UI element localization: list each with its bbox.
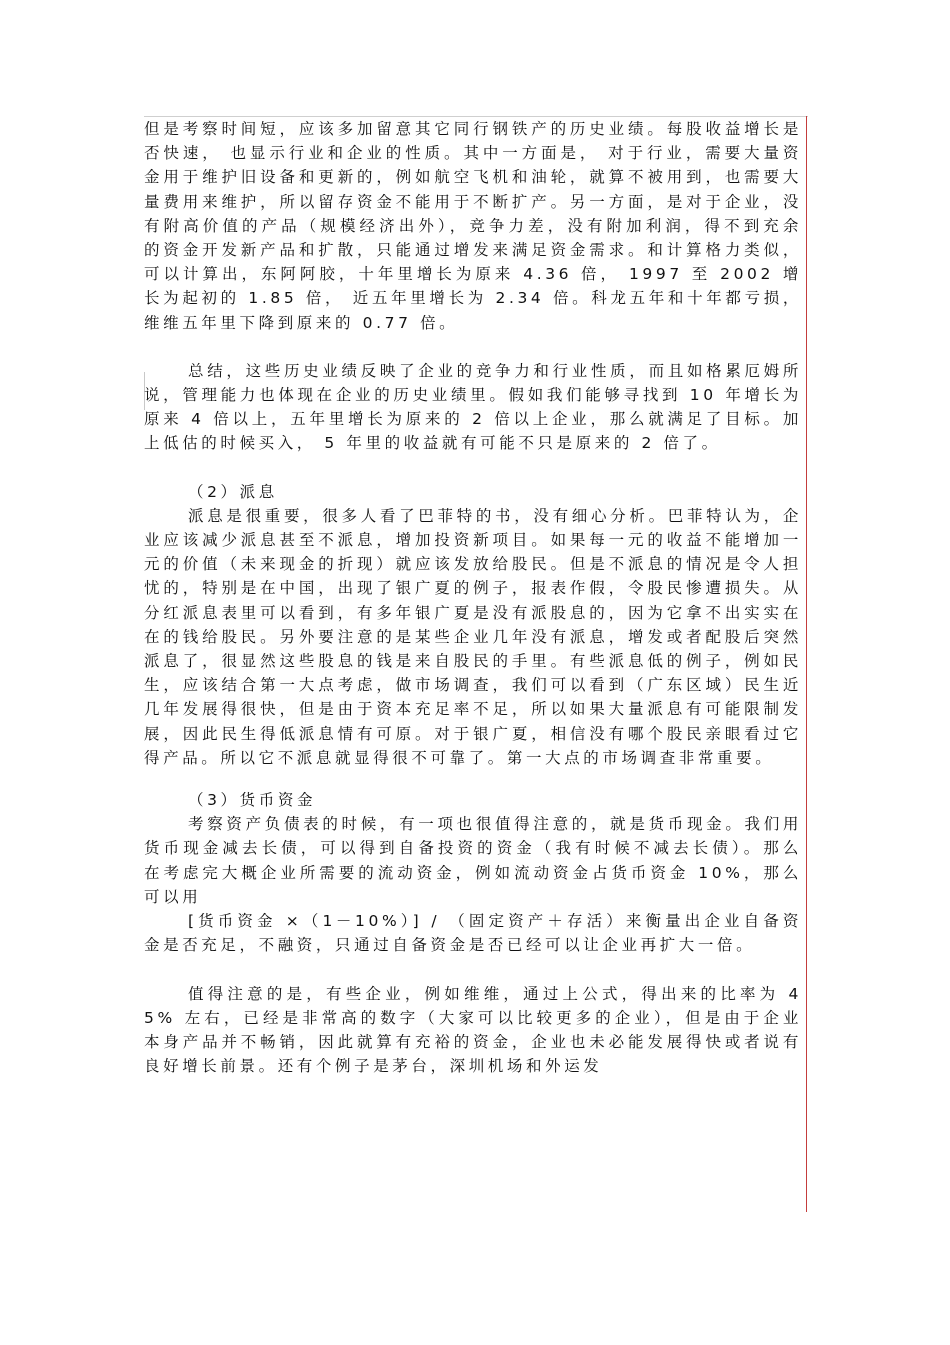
paragraph-monetary-funds: 考察资产负债表的时候，有一项也很值得注意的，就是货币现金。我们用货币现金减去长债，可以得到自备投资的资金（我有时候不减去长债）。那么在考虑完大概企业所需要的流动资金，例如流动资金占货币资金 10%，那么可以用	[144, 815, 802, 906]
paragraph-formula: [货币资金 ×（1－10%）] / （固定资产＋存活）来衡量出企业自备资金是否充足，不融资，只通过自备资金是否已经可以让企业再扩大一倍。	[144, 912, 802, 955]
page-border-right	[806, 116, 807, 1212]
document-body	[144, 117, 802, 1078]
paragraph-growth-history: 但是考察时间短，应该多加留意其它同行钢铁产的历史业绩。每股收益增长是否快速， 也显示行业和企业的性质。其中一方面是， 对于行业，需要大量资金用于维护旧设备和更新的，例如航空飞机和油轮，就算不被用到，也需要大量费用来维护，所以留存资金不能用于不断扩产。另一方面，是对于企业，没有附高价值的产品（规模经济出外），竞争力差，没有附加利润，得不到充余的资金开发新产品和扩散，只能通过增发来满足资金需求。和计算格力类似，可以计算出，东阿阿胶，十年里增长为原来 4.36 倍， 1997 至 2002 增长为起初的 1.85 倍， 近五年里增长为 2.34 倍。科龙五年和十年都亏损，维维五年里下降到原来的 0.77 倍。	[144, 120, 802, 332]
paragraph-note: 值得注意的是，有些企业，例如维维，通过上公式，得出来的比率为 45% 左右，已经是非常高的数字（大家可以比较更多的企业），但是由于企业本身产品并不畅销，因此就算有充裕的资金，企业也未必能发展得快或者说有良好增长前景。还有个例子是茅台，深圳机场和外运发	[144, 984, 802, 1076]
heading-monetary-funds: （3）货币资金	[188, 791, 317, 810]
paragraph-dividend: 派息是很重要，很多人看了巴菲特的书，没有细心分析。巴菲特认为，企业应该减少派息甚至不派息，增加投资新项目。如果每一元的收益不能增加一元的价值（未来现金的折现）就应该发放给股民。但是不派息的情况是令人担忧的，特别是在中国，出现了银广夏的例子，报表作假，令股民惨遭损失。从分红派息表里可以看到，有多年银广夏是没有派股息的，因为它拿不出实实在在的钱给股民。另外要注意的是某些企业几年没有派息，增发或者配股后突然派息了，很显然这些股息的钱是来自股民的手里。有些派息低的例子，例如民生，应该结合第一大点考虑，做市场调查，我们可以看到（广东区域）民生近几年发展得很快，但是由于资本充足率不足，所以如果大量派息有可能限制发展，因此民生得低派息情有可原。对于银广夏，相信没有哪个股民亲眼看过它得产品。所以它不派息就显得很不可靠了。第一大点的市场调查非常重要。	[144, 506, 802, 767]
paragraph-summary: 总结，这些历史业绩反映了企业的竞争力和行业性质，而且如格累厄姆所说，管理能力也体现在企业的历史业绩里。假如我们能够寻找到 10 年增长为原来 4 倍以上，五年里增长为原来的 2 倍以上企业，那么就满足了目标。加上低估的时候买入， 5 年里的收益就有可能不只是原来的 2 倍了。	[144, 361, 802, 453]
heading-dividend: （2）派息	[188, 482, 278, 501]
